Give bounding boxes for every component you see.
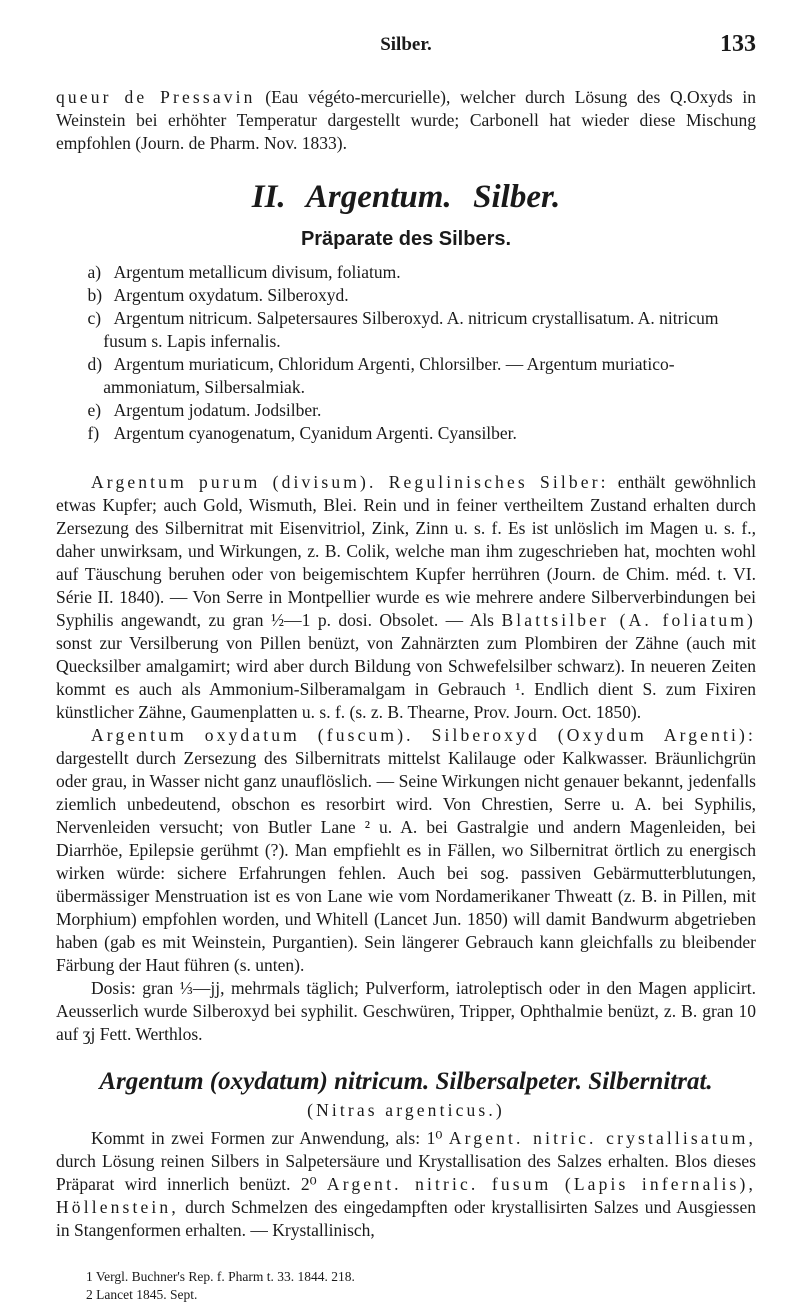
list-item: f) Argentum cyanogenatum, Cyanidum Argenti. Cyansilber. <box>87 423 517 443</box>
list-item: c) Argentum nitricum. Salpetersaures Silberoxyd. A. nitricum crystallisatum. A. nitricum fusum s. Lapis infernalis. <box>87 308 719 351</box>
list-item: e) Argentum jodatum. Jodsilber. <box>87 400 322 420</box>
intro-text: (Eau végéto-mercurielle), welcher durch Lösung des Q.Oxyds in Weinstein bei erhöhter Temperatur dargestellt wurde; Carbonell hat wieder diese Mischung empfohlen (Journ. de Pharm. Nov. 1833). <box>56 87 756 153</box>
body-text <box>56 471 756 1046</box>
paragraph-lead: Argentum oxydatum (fuscum). Silberoxyd (Oxydum Argenti): <box>91 725 756 745</box>
paragraph-argentum-purum: Argentum purum (divisum). Regulinisches Silber: enthält gewöhnlich etwas Kupfer; auch Gold, Wismuth, Blei. Rein und in feiner vertheiltem Zustand erhalten durch Zersezung des Silbernitrat mit Eisenvitriol, Zink, Zinn u. s. f. Es ist unlöslich im Magen u. s. f., daher unwirksam, und Wirkungen, z. B. Colik, welche man ihm zugeschrieben hat, mochten wohl auf Täuschung beruhen oder von beigemischtem Kupfer herrühren (Journ. de Chim. méd. t. VI. Série II. 1840). — Von Serre in Montpellier wurde es wie mehrere andere Silberverbindungen bei Syphilis angewandt, zu gran ½—1 p. dosi. Obsolet. — Als Blattsilber (A. foliatum) sonst zur Versilberung von Pillen benüzt, von Zahnärzten zum Plombiren der Zähne (auch mit Quecksilber amalgamirt; wird aber durch Bildung von Schwefelsilber schwarz). In neueren Zeiten kommt es auch als Ammonium-Silberamalgam in Gebrauch ¹. Endlich dient S. zum Fixiren künstlicher Zähne, Gaumenplatten u. s. f. (s. z. B. Thearne, Prov. Journ. Oct. 1850). <box>56 472 756 722</box>
footnotes <box>56 1268 756 1304</box>
intro-lead: queur de Pressavin <box>56 87 256 107</box>
page-header <box>56 22 756 56</box>
section-subtitle: Präparate des Silbers. <box>300 228 512 250</box>
section2-title: Argentum (oxydatum) nitricum. Silbersalpeter. Silbernitrat. <box>99 1068 713 1095</box>
footnote: 1 Vergl. Buchner's Rep. f. Pharm t. 33. 1844. 218. <box>86 1269 355 1284</box>
paragraph-dosis: Dosis: gran ⅓—jj, mehrmals täglich; Pulverform, iatroleptisch oder in den Magen applicirt. Aeusserlich wurde Silberoxyd bei syphilit. Geschwüren, Tripper, Ophthalmie benüzt, z. B. gran 10 auf ʒj Fett. Werthlos. <box>56 978 756 1044</box>
section-title: II. Argentum. Silber. <box>251 179 561 215</box>
page-number: 133 <box>720 31 756 57</box>
preparations-list <box>56 261 756 445</box>
footnote: 2 Lancet 1845. Sept. <box>86 1287 198 1302</box>
paragraph-nitricum: Kommt in zwei Formen zur Anwendung, als: 1⁰ Argent. nitric. crystallisatum, durch Lösung reinen Silbers in Salpetersäure und Krystallisation des Salzes erhalten. Blos dieses Präparat wird innerlich benüzt. 2⁰ Argent. nitric. fusum (Lapis infernalis), Höllenstein, durch Schmelzen des eingedampften oder krystallisirten Salzes und Ausgiessen in Stangenformen erhalten. — Krystallinisch, <box>56 1128 756 1240</box>
book-page <box>56 22 756 1304</box>
list-item: b) Argentum oxydatum. Silberoxyd. <box>87 285 349 305</box>
list-item: a) Argentum metallicum divisum, foliatum. <box>87 262 401 282</box>
intro-paragraph <box>56 86 756 155</box>
section2-subtitle: (Nitras argenticus.) <box>307 1100 505 1120</box>
paragraph-argentum-oxydatum: Argentum oxydatum (fuscum). Silberoxyd (Oxydum Argenti): dargestellt durch Zersezung des Silbernitrats mittelst Kalilauge oder Kalkwasser. Bräunlichgrün oder grau, in Wasser nicht ganz unauflöslich. — Seine Wirkungen nicht genauer bekannt, jedenfalls ziemlich unbedeutend, obschon es resorbirt wird. Von Chrestien, Serre u. A. bei Syphilis, Nervenleiden versucht; von Butler Lane ² u. A. bei Gastralgie und andern Magenleiden, bei Diarrhöe, Epilepsie gerühmt (?). Man empfiehlt es in Fällen, wo Silbernitrat örtlich zu energisch wirken würde: sichere Erfahrungen fehlen. Auch bei sog. passiven Gebärmutterblutungen, übermässiger Menstruation ist es von Lane wie vom Nordamerikaner Thweatt (z. B. in Pillen, mit Morphium) empfohlen worden, und Whitell (Lancet Jun. 1850) will damit Bandwurm abgetrieben haben (gab es mit Weinstein, Purgantien). Sein längerer Gebrauch kann gleichfalls zu bleibender Färbung der Haut führen (s. unten). <box>56 725 756 975</box>
paragraph-lead: Argentum purum (divisum). Regulinisches Silber: <box>91 472 609 492</box>
running-title: Silber. <box>380 34 432 55</box>
list-item: d) Argentum muriaticum, Chloridum Argenti, Chlorsilber. — Argentum muriatico-ammoniatum, Silbersalmiak. <box>87 354 675 397</box>
